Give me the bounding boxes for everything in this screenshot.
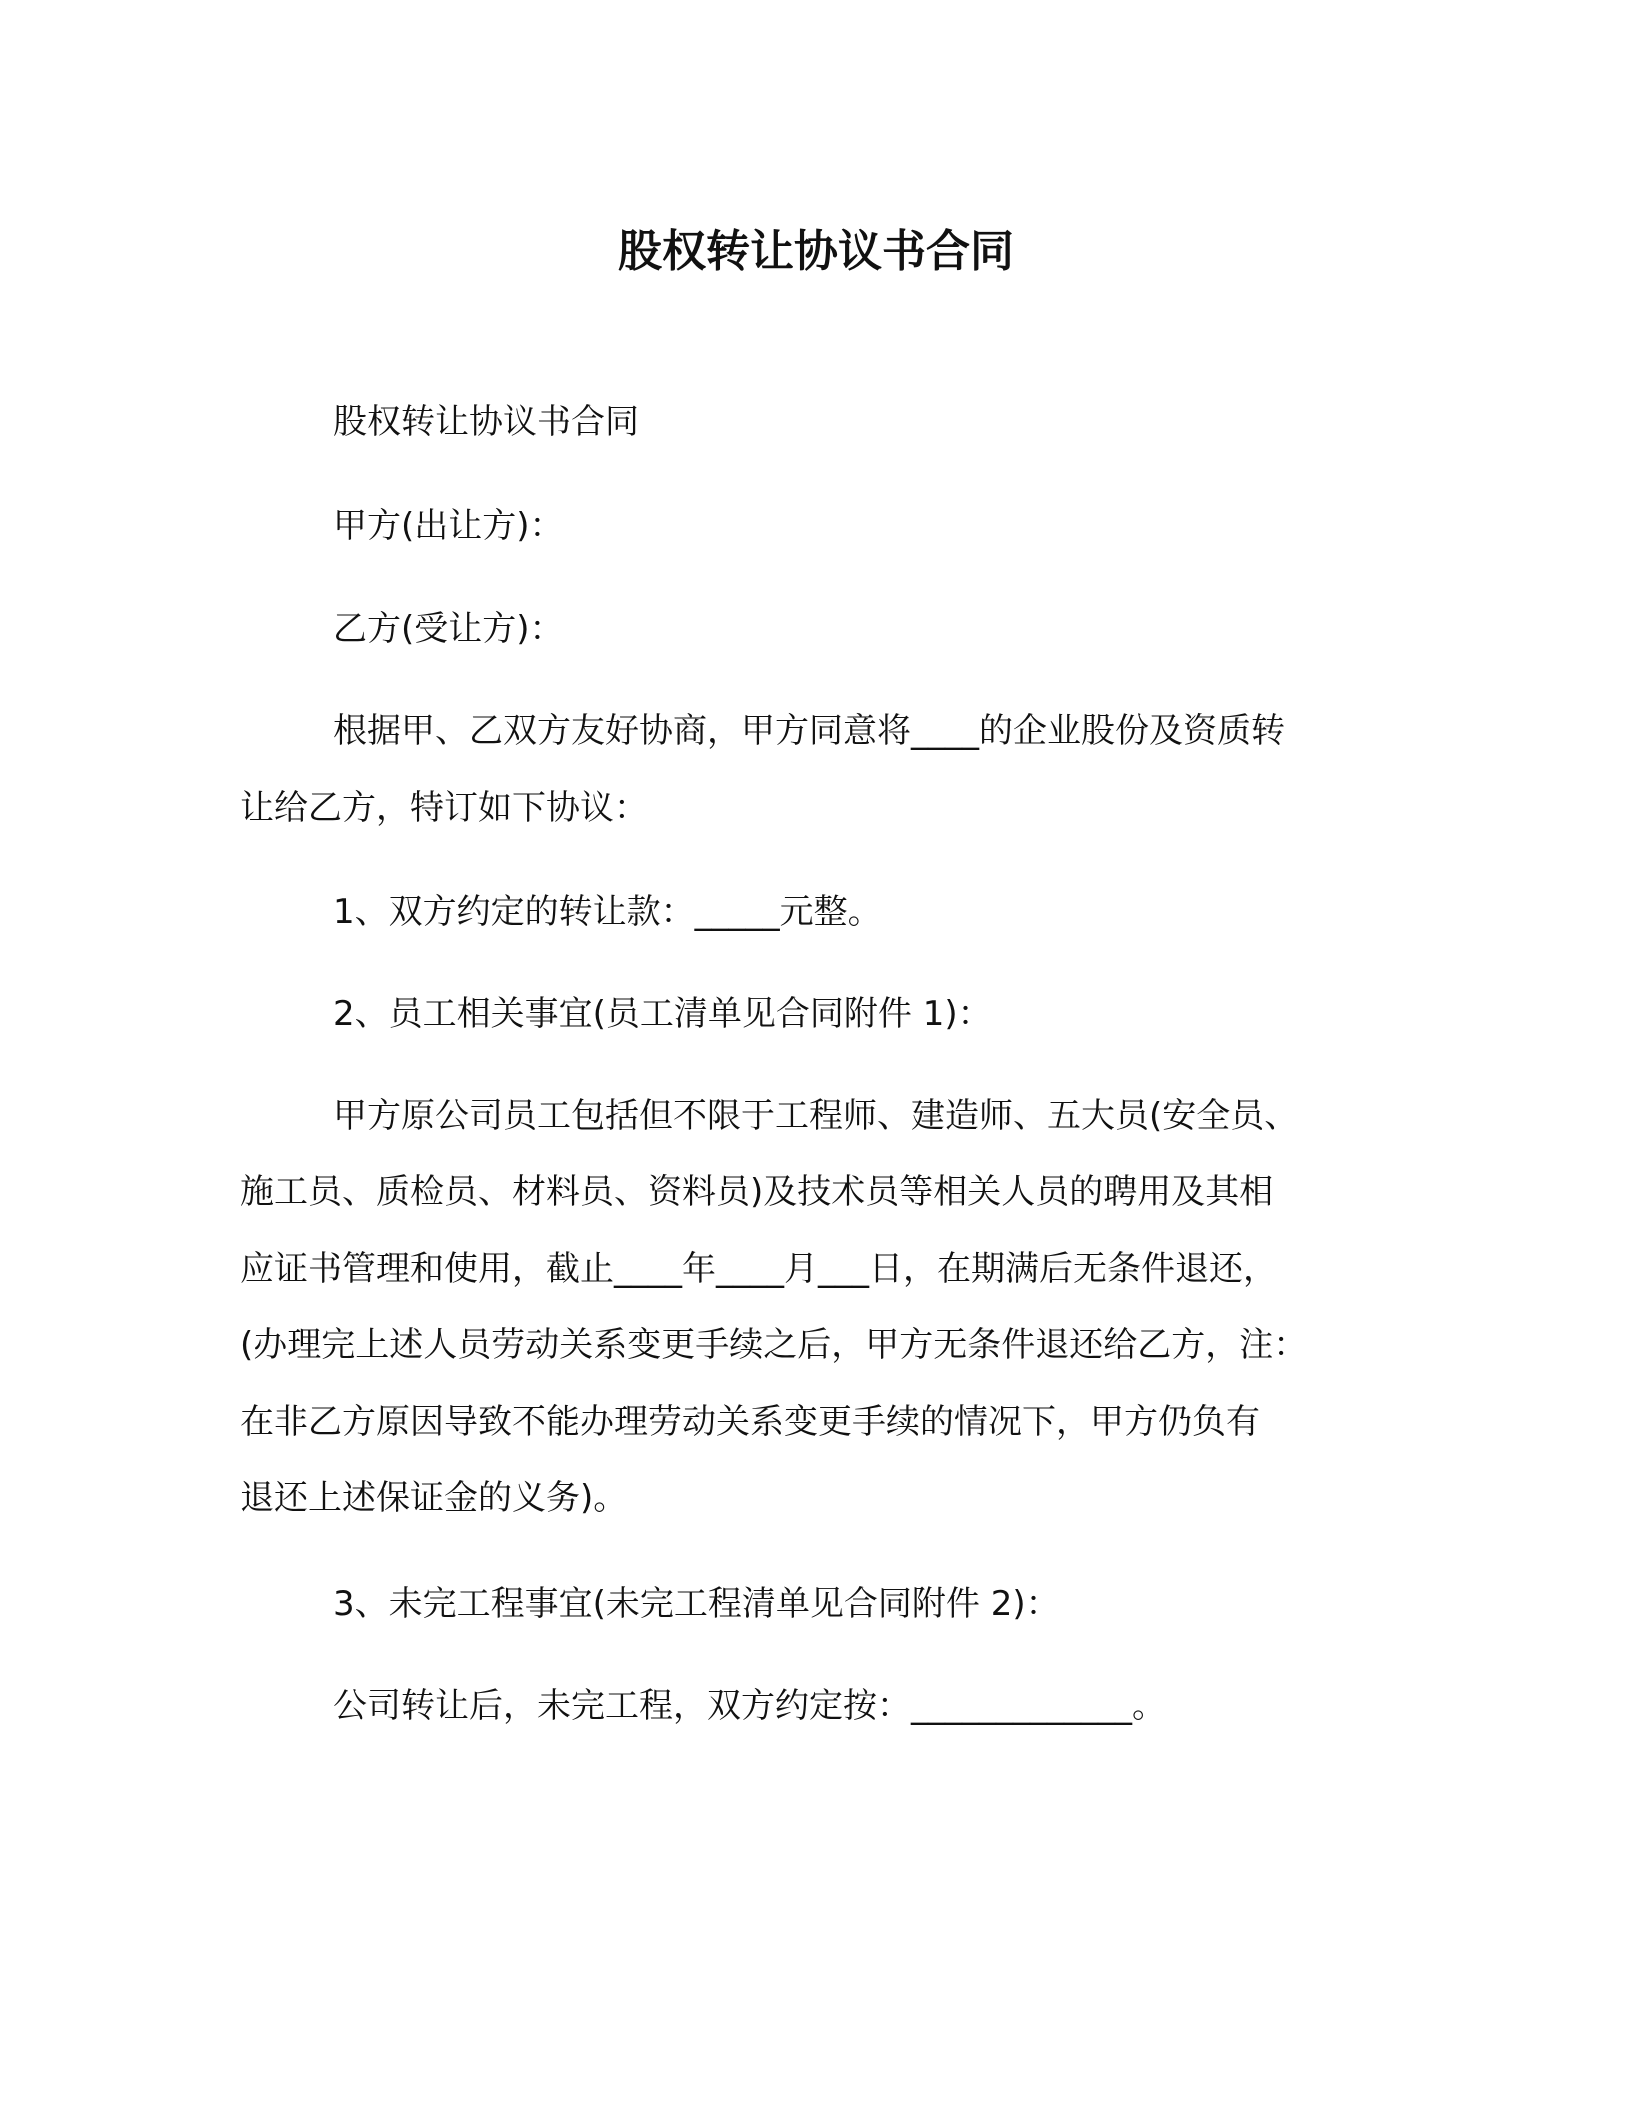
- preamble-line-1: 根据甲、乙双方友好协商，甲方同意将____的企业股份及资质转: [333, 711, 1285, 751]
- party-b-line: 乙方(受让方)：: [333, 609, 564, 649]
- clause-2-body-line-3: 应证书管理和使用，截止____年____月___日，在期满后无条件退还，: [240, 1249, 1277, 1289]
- clause-2-body-line-6: 退还上述保证金的义务)。: [240, 1478, 628, 1518]
- preamble-line-2: 让给乙方，特订如下协议：: [240, 788, 648, 828]
- clause-2-body-line-2: 施工员、质检员、材料员、资料员)及技术员等相关人员的聘用及其相: [240, 1172, 1274, 1212]
- clause-3-heading: 3、未完工程事宜(未完工程清单见合同附件 2)：: [333, 1584, 1060, 1624]
- document-title: 股权转让协议书合同: [618, 226, 1014, 277]
- clause-2-heading: 2、员工相关事宜(员工清单见合同附件 1)：: [333, 994, 992, 1034]
- clause-2-body-line-4: (办理完上述人员劳动关系变更手续之后，甲方无条件退还给乙方，注：: [240, 1325, 1308, 1365]
- clause-2-body-line-1: 甲方原公司员工包括但不限于工程师、建造师、五大员(安全员、: [333, 1096, 1299, 1136]
- contract-heading: 股权转让协议书合同: [333, 402, 639, 442]
- party-a-line: 甲方(出让方)：: [333, 506, 564, 546]
- clause-1-line: 1、双方约定的转让款：_____元整。: [333, 892, 882, 932]
- clause-3-body-line: 公司转让后，未完工程，双方约定按：_____________。: [333, 1686, 1166, 1726]
- clause-2-body-line-5: 在非乙方原因导致不能办理劳动关系变更手续的情况下，甲方仍负有: [240, 1402, 1260, 1442]
